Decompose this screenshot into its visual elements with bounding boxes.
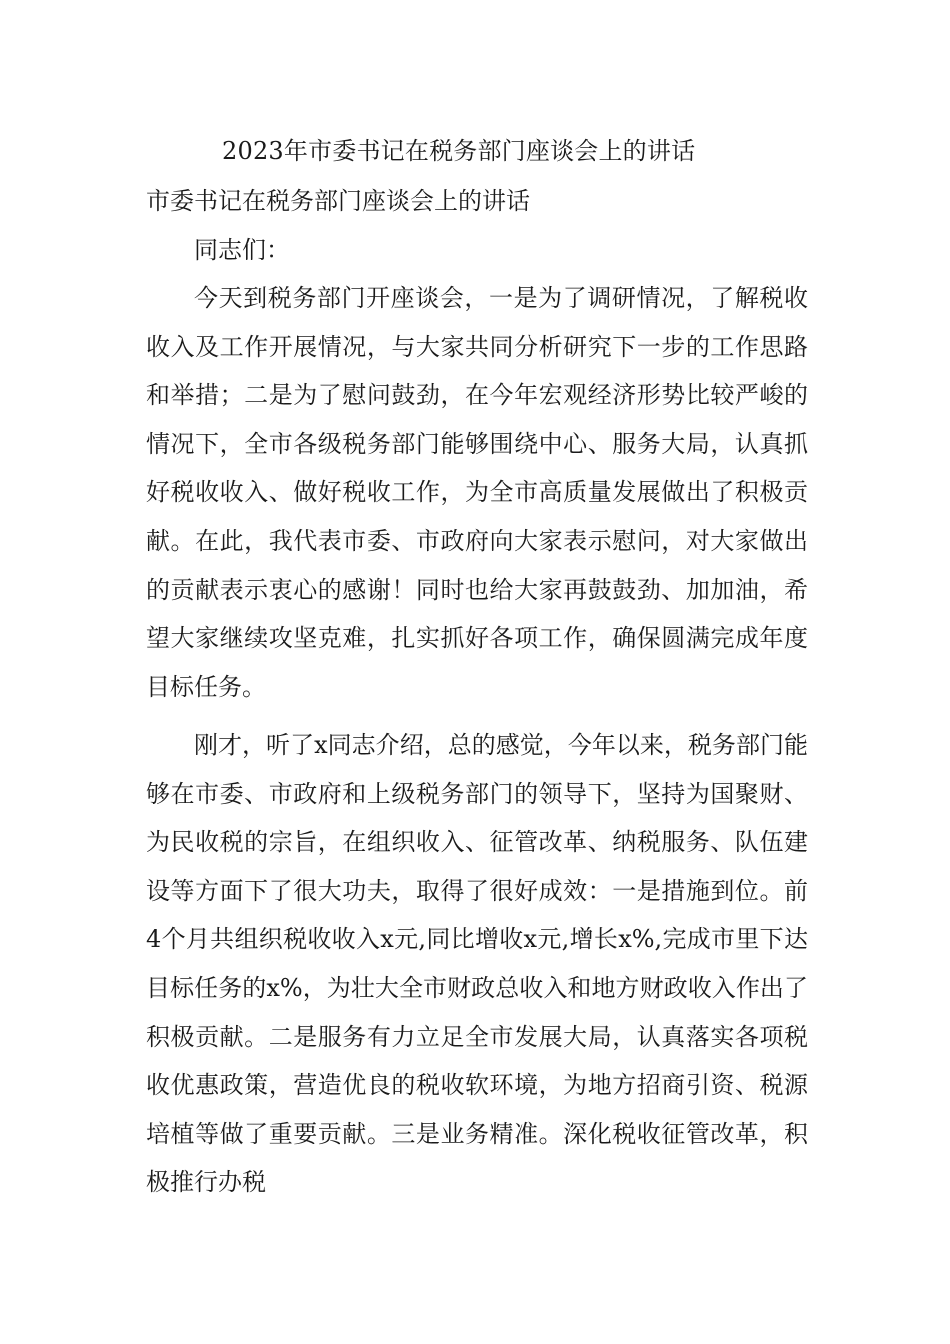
- document-subtitle: 市委书记在税务部门座谈会上的讲话: [146, 187, 530, 215]
- greeting: 同志们：: [194, 236, 290, 264]
- paragraph-achievements: 刚才，听了x同志介绍，总的感觉，今年以来，税务部门能够在市委、市政府和上级税务部门的领导下，坚持为国聚财、为民收税的宗旨，在组织收入、征管改革、纳税服务、队伍建设等方面下了很大功夫，取得了很好成效：一是措施到位。前4个月共组织税收收入x元,同比增收x元,增长x%,完成市里下达目标任务的x%，为壮大全市财政总收入和地方财政收入作出了积极贡献。二是服务有力立足全市发展大局，认真落实各项税收优惠政策，营造优良的税收软环境，为地方招商引资、税源培植等做了重要贡献。三是业务精准。深化税收征管改革，积极推行办税: [146, 731, 808, 1197]
- paragraph-opening: 今天到税务部门开座谈会，一是为了调研情况，了解税收收入及工作开展情况，与大家共同分析研究下一步的工作思路和举措；二是为了慰问鼓劲，在今年宏观经济形势比较严峻的情况下，全市各级税务部门能够围绕中心、服务大局，认真抓好税收收入、做好税收工作，为全市高质量发展做出了积极贡献。在此，我代表市委、市政府向大家表示慰问，对大家做出的贡献表示衷心的感谢！同时也给大家再鼓鼓劲、加加油，希望大家继续攻坚克难，扎实抓好各项工作，确保圆满完成年度目标任务。: [146, 284, 808, 701]
- document-title: 2023年市委书记在税务部门座谈会上的讲话: [222, 137, 696, 165]
